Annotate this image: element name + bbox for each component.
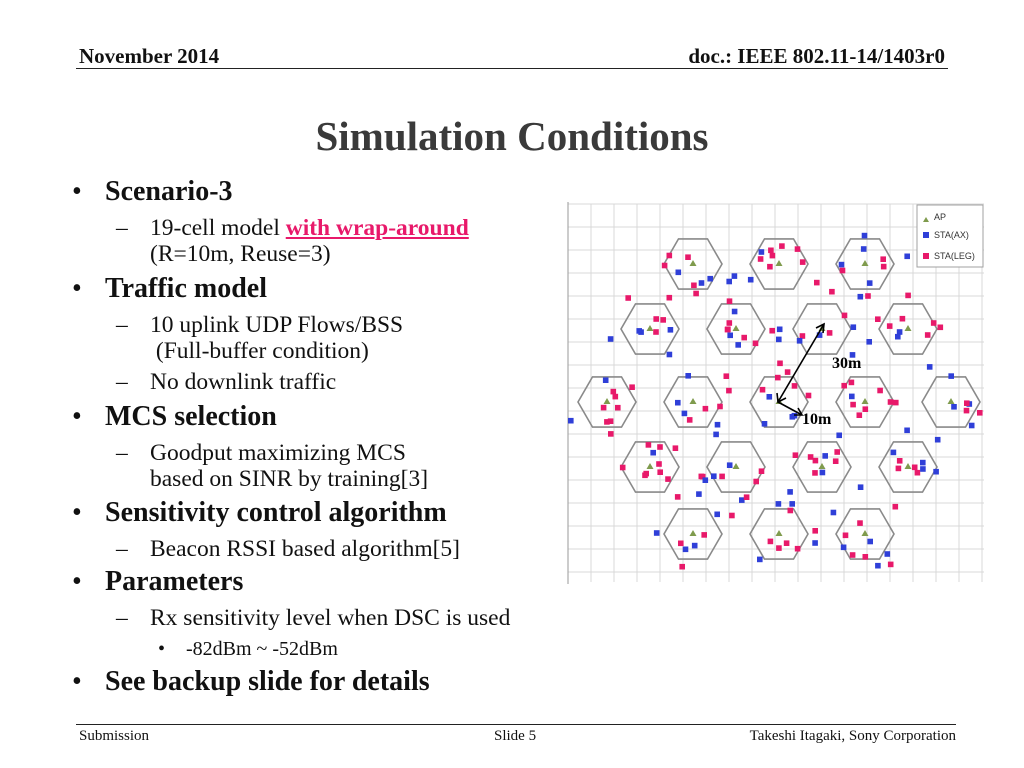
sta-leg-marker bbox=[863, 406, 869, 412]
sta-leg-marker bbox=[785, 369, 791, 375]
dash-icon: – bbox=[116, 312, 128, 338]
sta-leg-marker bbox=[727, 320, 733, 326]
ap-marker-icon bbox=[905, 325, 912, 331]
ap-marker-icon bbox=[733, 463, 740, 469]
sub-sub-bullet-dbm-range: • -82dBm ~ -52dBm bbox=[158, 638, 338, 660]
sta-ax-marker bbox=[654, 530, 660, 536]
header-date: November 2014 bbox=[79, 44, 220, 68]
sta-leg-marker bbox=[964, 408, 970, 414]
dash-icon: – bbox=[116, 369, 128, 395]
ap-marker-icon bbox=[690, 260, 697, 266]
ap-marker-icon bbox=[948, 398, 955, 404]
sta-ax-marker bbox=[732, 273, 738, 279]
sta-leg-marker bbox=[865, 293, 871, 299]
sta-ax-marker bbox=[891, 450, 897, 456]
sta-leg-marker bbox=[784, 540, 790, 546]
sta-leg-marker bbox=[667, 253, 673, 259]
sta-leg-marker bbox=[759, 468, 765, 474]
sta-ax-marker bbox=[732, 309, 738, 315]
sta-ax-marker bbox=[904, 254, 910, 260]
sta-leg-marker bbox=[753, 341, 759, 347]
ap-marker-icon bbox=[604, 398, 611, 404]
sta-leg-marker bbox=[662, 263, 668, 269]
sta-leg-marker bbox=[877, 388, 883, 394]
sta-ax-marker bbox=[713, 432, 719, 438]
sta-ax-marker bbox=[726, 279, 732, 285]
sta-leg-marker bbox=[875, 316, 881, 322]
bullet-dot-icon: • bbox=[158, 638, 166, 660]
sta-leg-marker bbox=[741, 335, 747, 341]
sta-leg-marker bbox=[788, 508, 794, 514]
sta-leg-marker bbox=[660, 317, 666, 323]
sta-leg-marker bbox=[608, 418, 614, 424]
sta-leg-marker bbox=[857, 520, 863, 526]
sta-ax-marker bbox=[831, 510, 837, 516]
sub-bullet-uplink-flows: – 10 uplink UDP Flows/BSS (Full-buffer condition) bbox=[116, 312, 404, 364]
sta-leg-marker bbox=[888, 562, 894, 568]
sta-leg-marker bbox=[744, 494, 750, 500]
sta-leg-marker bbox=[657, 469, 663, 475]
sta-leg-marker bbox=[776, 545, 782, 551]
sta-leg-marker bbox=[887, 323, 893, 329]
sta-leg-marker bbox=[905, 293, 911, 299]
sub-bullet-cell-model: – 19-cell model with wrap-around (R=10m, Reuse=3) bbox=[116, 215, 469, 267]
sta-ax-marker bbox=[920, 466, 926, 472]
sta-ax-marker bbox=[776, 501, 782, 507]
sta-leg-marker bbox=[850, 552, 856, 558]
sta-leg-marker bbox=[724, 373, 730, 379]
sta-ax-marker bbox=[787, 489, 793, 495]
sta-ax-marker bbox=[727, 333, 733, 339]
sta-ax-marker bbox=[676, 270, 682, 276]
sta-leg-marker bbox=[726, 388, 732, 394]
sta-ax-marker bbox=[696, 491, 702, 497]
cell-layout-figure bbox=[566, 202, 986, 584]
sta-leg-marker bbox=[753, 479, 759, 485]
sta-leg-marker bbox=[701, 532, 707, 538]
dash-icon: – bbox=[116, 605, 128, 631]
sta-leg-marker bbox=[693, 291, 699, 297]
sta-leg-marker bbox=[667, 295, 673, 301]
sta-ax-marker bbox=[668, 327, 674, 333]
sta-ax-marker bbox=[759, 249, 765, 255]
sta-ax-marker bbox=[948, 373, 954, 379]
sta-leg-marker bbox=[808, 454, 814, 460]
sta-leg-marker bbox=[673, 445, 679, 451]
sta-leg-marker bbox=[915, 470, 921, 476]
ap-marker-icon bbox=[819, 463, 826, 469]
ap-marker-icon bbox=[647, 463, 654, 469]
sta-leg-marker bbox=[925, 332, 931, 338]
ap-marker-icon bbox=[690, 398, 697, 404]
sta-leg-marker bbox=[792, 383, 798, 389]
sta-leg-marker bbox=[793, 452, 799, 458]
sta-leg-marker bbox=[665, 476, 671, 482]
sub-bullet-beacon-rssi: – Beacon RSSI based algorithm[5] bbox=[116, 536, 461, 562]
sta-ax-marker bbox=[762, 421, 768, 427]
sta-leg-marker bbox=[806, 393, 812, 399]
sta-leg-marker bbox=[653, 329, 659, 335]
dash-icon: – bbox=[116, 215, 128, 241]
sta-ax-marker bbox=[757, 557, 763, 563]
footer-author: Takeshi Itagaki, Sony Corporation bbox=[749, 728, 956, 744]
bullet-dot-icon: • bbox=[72, 666, 82, 697]
sta-ax-marker bbox=[836, 433, 842, 439]
sta-leg-marker bbox=[758, 256, 764, 262]
sta-leg-marker bbox=[727, 298, 733, 304]
sta-ax-marker bbox=[849, 394, 855, 400]
bullet-dot-icon: • bbox=[72, 566, 82, 597]
sta-leg-marker bbox=[840, 268, 846, 274]
sta-leg-marker bbox=[717, 404, 723, 410]
sta-ax-marker bbox=[858, 294, 864, 300]
sta-ax-marker bbox=[867, 539, 873, 545]
legend-sta-leg-icon bbox=[923, 253, 929, 259]
sta-leg-marker bbox=[687, 417, 693, 423]
sta-ax-marker bbox=[707, 276, 713, 282]
ap-marker-icon bbox=[776, 260, 783, 266]
sta-leg-marker bbox=[656, 461, 662, 467]
footer-divider bbox=[76, 724, 956, 725]
sta-ax-marker bbox=[839, 262, 845, 268]
sta-leg-marker bbox=[912, 465, 918, 471]
sta-leg-marker bbox=[849, 380, 855, 386]
label-10m: 10m bbox=[802, 411, 832, 428]
sta-leg-marker bbox=[777, 361, 783, 367]
sta-ax-marker bbox=[862, 233, 868, 239]
sub-bullet-downlink: – No downlink traffic bbox=[116, 369, 337, 395]
sta-leg-marker bbox=[685, 254, 691, 260]
sta-ax-marker bbox=[636, 328, 642, 334]
sta-leg-marker bbox=[964, 400, 970, 406]
sta-leg-marker bbox=[779, 243, 785, 249]
sta-leg-marker bbox=[601, 405, 607, 411]
sta-leg-marker bbox=[615, 405, 621, 411]
sta-leg-marker bbox=[657, 444, 663, 450]
sta-leg-marker bbox=[827, 330, 833, 336]
sta-leg-marker bbox=[725, 327, 731, 333]
sta-ax-marker bbox=[603, 377, 609, 383]
sta-ax-marker bbox=[812, 540, 818, 546]
sta-ax-marker bbox=[727, 462, 733, 468]
sta-leg-marker bbox=[812, 470, 818, 476]
sub-bullet-goodput: – Goodput maximizing MCS based on SINR by training[3] bbox=[116, 440, 429, 492]
sta-leg-marker bbox=[814, 280, 820, 286]
bullet-dot-icon: • bbox=[72, 401, 82, 432]
sta-leg-marker bbox=[768, 248, 774, 254]
sta-leg-marker bbox=[896, 466, 902, 472]
sta-leg-marker bbox=[620, 465, 626, 471]
sta-ax-marker bbox=[715, 422, 721, 428]
sta-leg-marker bbox=[768, 539, 774, 545]
sta-ax-marker bbox=[951, 404, 957, 410]
bullet-scenario: • Scenario-3 bbox=[72, 176, 233, 207]
sta-leg-marker bbox=[843, 533, 849, 539]
sta-ax-marker bbox=[692, 543, 698, 549]
sta-leg-marker bbox=[812, 528, 818, 534]
ap-marker-icon bbox=[905, 463, 912, 469]
sta-leg-marker bbox=[719, 474, 725, 480]
sta-leg-marker bbox=[800, 259, 806, 265]
slide-title: Simulation Conditions bbox=[315, 113, 709, 159]
sta-ax-marker bbox=[841, 545, 847, 551]
sta-leg-marker bbox=[857, 412, 863, 418]
sta-ax-marker bbox=[748, 277, 754, 283]
sta-leg-marker bbox=[653, 316, 659, 322]
sta-leg-marker bbox=[834, 449, 840, 455]
sta-leg-marker bbox=[642, 473, 648, 479]
sta-leg-marker bbox=[900, 316, 906, 322]
sta-leg-marker bbox=[893, 400, 899, 406]
sta-ax-marker bbox=[739, 497, 745, 503]
sta-leg-marker bbox=[613, 394, 619, 400]
sta-leg-marker bbox=[893, 504, 899, 510]
ap-marker-icon bbox=[690, 530, 697, 536]
dash-icon: – bbox=[116, 440, 128, 466]
sta-leg-marker bbox=[770, 253, 776, 259]
sta-ax-marker bbox=[935, 437, 941, 443]
legend-ap-label: AP bbox=[934, 212, 947, 222]
legend-sta-ax-icon bbox=[923, 232, 929, 238]
bullet-traffic-model: • Traffic model bbox=[72, 273, 267, 304]
sta-ax-marker bbox=[904, 428, 910, 434]
sta-ax-marker bbox=[650, 450, 656, 456]
sta-ax-marker bbox=[789, 501, 795, 507]
sta-ax-marker bbox=[608, 336, 614, 342]
sta-ax-marker bbox=[568, 418, 574, 424]
footer-submission: Submission bbox=[79, 728, 150, 744]
sta-ax-marker bbox=[920, 460, 926, 466]
sta-ax-marker bbox=[735, 342, 741, 348]
sta-ax-marker bbox=[685, 373, 691, 379]
sta-ax-marker bbox=[861, 246, 867, 252]
sta-ax-marker bbox=[969, 423, 975, 429]
sta-ax-marker bbox=[927, 364, 933, 370]
sta-leg-marker bbox=[795, 246, 801, 252]
sta-leg-marker bbox=[629, 384, 635, 390]
sta-leg-marker bbox=[678, 541, 684, 547]
sta-leg-marker bbox=[691, 283, 697, 289]
sta-leg-marker bbox=[625, 295, 631, 301]
dash-icon: – bbox=[116, 536, 128, 562]
sta-ax-marker bbox=[703, 477, 709, 483]
sta-leg-marker bbox=[938, 325, 944, 331]
sta-leg-marker bbox=[800, 333, 806, 339]
sta-leg-marker bbox=[760, 387, 766, 393]
sta-ax-marker bbox=[866, 339, 872, 345]
sta-ax-marker bbox=[797, 338, 803, 344]
legend-sta-leg-label: STA(LEG) bbox=[934, 251, 975, 261]
bullet-parameters: • Parameters bbox=[72, 566, 244, 597]
bullet-dot-icon: • bbox=[72, 176, 82, 207]
sta-ax-marker bbox=[851, 324, 857, 330]
sta-leg-marker bbox=[675, 494, 681, 500]
cell-layout-svg bbox=[566, 202, 986, 584]
sta-ax-marker bbox=[699, 280, 705, 286]
sta-ax-marker bbox=[711, 473, 717, 479]
bullet-mcs-selection: • MCS selection bbox=[72, 401, 277, 432]
bullet-dot-icon: • bbox=[72, 273, 82, 304]
sta-leg-marker bbox=[880, 256, 886, 262]
sta-leg-marker bbox=[829, 289, 835, 295]
sta-ax-marker bbox=[885, 551, 891, 557]
sub-bullet-rx-sensitivity: – Rx sensitivity level when DSC is used bbox=[116, 605, 511, 631]
sta-leg-marker bbox=[767, 264, 773, 270]
sta-leg-marker bbox=[729, 513, 735, 519]
sta-ax-marker bbox=[933, 469, 939, 475]
sta-ax-marker bbox=[682, 411, 688, 417]
sta-ax-marker bbox=[820, 470, 826, 476]
sta-leg-marker bbox=[833, 458, 839, 464]
sta-ax-marker bbox=[767, 394, 773, 400]
sta-ax-marker bbox=[776, 337, 782, 343]
sta-leg-marker bbox=[977, 410, 983, 416]
sta-ax-marker bbox=[822, 453, 828, 459]
figure-legend bbox=[917, 205, 983, 267]
sta-leg-marker bbox=[703, 406, 709, 412]
sta-leg-marker bbox=[646, 442, 652, 448]
sta-leg-marker bbox=[813, 458, 819, 464]
ap-marker-icon bbox=[733, 325, 740, 331]
bullet-dot-icon: • bbox=[72, 497, 82, 528]
sta-ax-marker bbox=[875, 563, 881, 569]
sta-ax-marker bbox=[895, 334, 901, 340]
ap-marker-icon bbox=[776, 530, 783, 536]
sta-ax-marker bbox=[667, 352, 673, 358]
header-doc-id: doc.: IEEE 802.11-14/1403r0 bbox=[688, 44, 945, 68]
sta-ax-marker bbox=[777, 327, 783, 333]
bullet-see-backup: • See backup slide for details bbox=[72, 666, 430, 697]
sta-leg-marker bbox=[769, 328, 775, 334]
highlight-wrap-around: with wrap-around bbox=[285, 215, 469, 241]
sta-leg-marker bbox=[881, 264, 887, 270]
sta-leg-marker bbox=[863, 554, 869, 560]
sta-leg-marker bbox=[897, 458, 903, 464]
sta-leg-marker bbox=[608, 431, 614, 437]
sta-leg-marker bbox=[888, 399, 894, 405]
bullet-sensitivity-control: • Sensitivity control algorithm bbox=[72, 497, 447, 528]
sta-leg-marker bbox=[842, 313, 848, 319]
sta-leg-marker bbox=[795, 546, 801, 552]
footer-slide-number: Slide 5 bbox=[494, 728, 537, 744]
sta-leg-marker bbox=[679, 564, 685, 570]
sta-ax-marker bbox=[867, 280, 873, 286]
sta-leg-marker bbox=[850, 402, 856, 408]
sta-leg-marker bbox=[841, 383, 847, 389]
ap-marker-icon bbox=[647, 325, 654, 331]
sta-ax-marker bbox=[675, 400, 681, 406]
sta-ax-marker bbox=[683, 547, 689, 553]
sta-leg-marker bbox=[775, 375, 781, 381]
sta-leg-marker bbox=[611, 389, 617, 395]
legend-sta-ax-label: STA(AX) bbox=[934, 230, 969, 240]
sta-ax-marker bbox=[858, 484, 864, 490]
sta-leg-marker bbox=[931, 320, 937, 326]
sta-ax-marker bbox=[714, 512, 720, 518]
label-30m: 30m bbox=[832, 355, 862, 372]
